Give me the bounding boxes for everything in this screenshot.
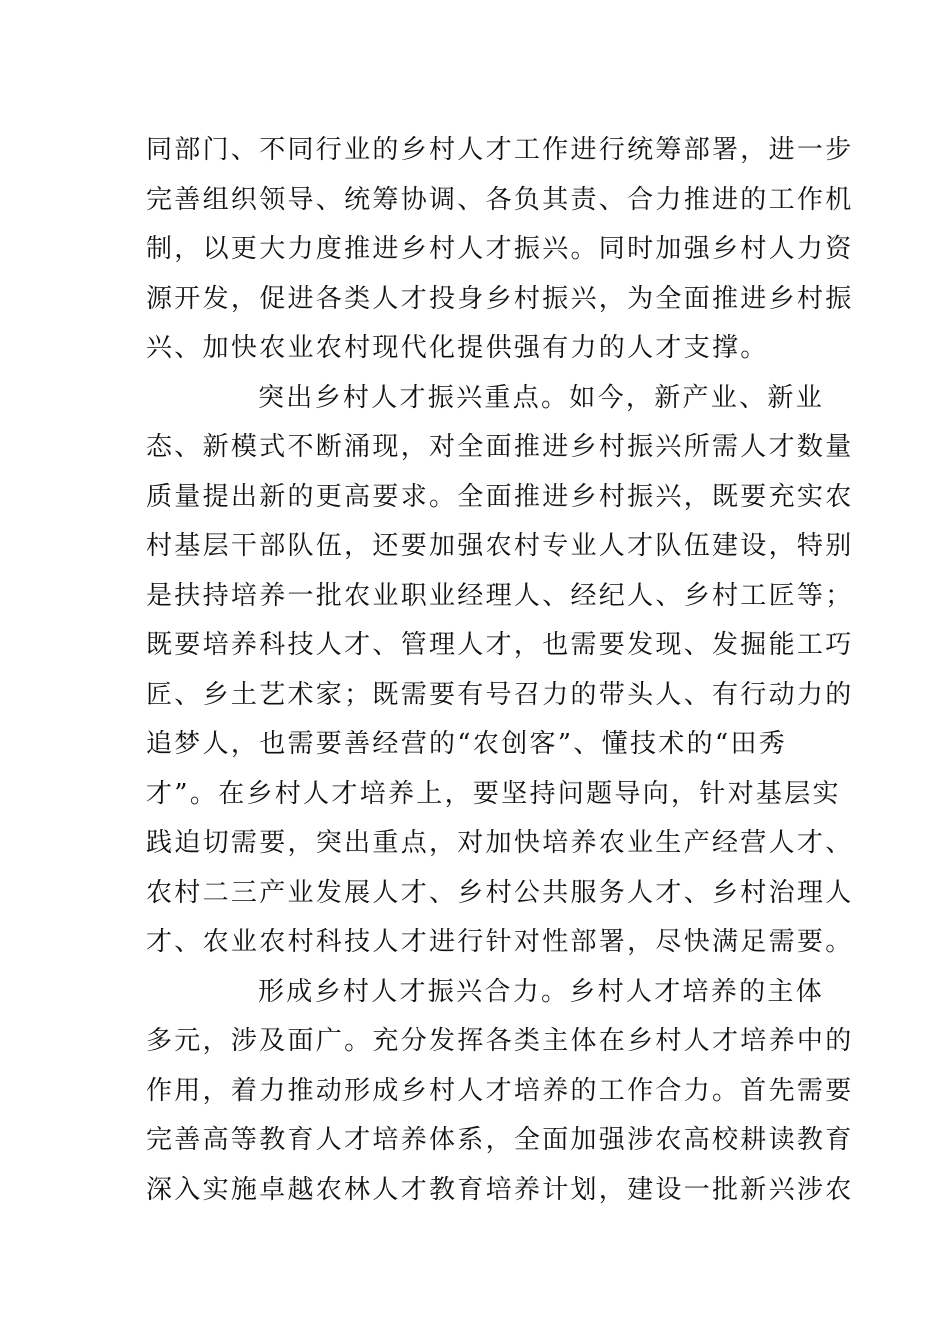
paragraph-1 xyxy=(146,126,854,374)
text-line: 多元，涉及面广。充分发挥各类主体在乡村人才培养中的 xyxy=(146,1026,854,1056)
text-line: 态、新模式不断涌现，对全面推进乡村振兴所需人才数量 xyxy=(146,432,854,462)
paragraph-heading-line: 形成乡村人才振兴合力。乡村人才培养的主体 xyxy=(258,976,825,1007)
document-body xyxy=(146,126,854,1215)
text-line: 质量提出新的更高要求。全面推进乡村振兴，既要充实农 xyxy=(146,481,854,512)
text-line: 匠、乡土艺术家；既需要有号召力的带头人、有行动力的 xyxy=(146,679,854,710)
text-line: 源开发，促进各类人才投身乡村振兴，为全面推进乡村振 xyxy=(146,283,854,314)
text-line: 才”。在乡村人才培养上，要坚持问题导向，针对基层实 xyxy=(146,778,841,809)
text-line: 同部门、不同行业的乡村人才工作进行统筹部署，进一步 xyxy=(146,135,854,165)
text-line: 作用，着力推动形成乡村人才培养的工作合力。首先需要 xyxy=(146,1075,854,1106)
text-line: 村基层干部队伍，还要加强农村专业人才队伍建设，特别 xyxy=(146,531,854,561)
text-line: 制，以更大力度推进乡村人才振兴。同时加强乡村人力资 xyxy=(146,234,854,264)
text-line: 农村二三产业发展人才、乡村公共服务人才、乡村治理人 xyxy=(146,877,854,908)
text-line: 践迫切需要，突出重点，对加快培养农业生产经营人才、 xyxy=(146,828,854,858)
text-line: 完善组织领导、统筹协调、各负其责、合力推进的工作机 xyxy=(146,184,854,215)
text-line: 才、农业农村科技人才进行针对性部署，尽快满足需要。 xyxy=(146,927,854,957)
text-line: 既要培养科技人才、管理人才，也需要发现、发掘能工巧 xyxy=(146,630,854,660)
paragraph-2 xyxy=(146,374,854,968)
text-line: 完善高等教育人才培养体系，全面加强涉农高校耕读教育 xyxy=(146,1125,854,1155)
text-line: 是扶持培养一批农业职业经理人、经纪人、乡村工匠等； xyxy=(146,580,854,611)
text-line: 深入实施卓越农林人才教育培养计划，建设一批新兴涉农 xyxy=(146,1174,854,1205)
text-line: 兴、加快农业农村现代化提供强有力的人才支撑。 xyxy=(146,333,769,363)
paragraph-heading-line: 突出乡村人才振兴重点。如今，新产业、新业 xyxy=(258,382,825,413)
text-line: 追梦人，也需要善经营的“农创客”、懂技术的“田秀 xyxy=(146,729,788,759)
paragraph-3 xyxy=(146,968,854,1216)
